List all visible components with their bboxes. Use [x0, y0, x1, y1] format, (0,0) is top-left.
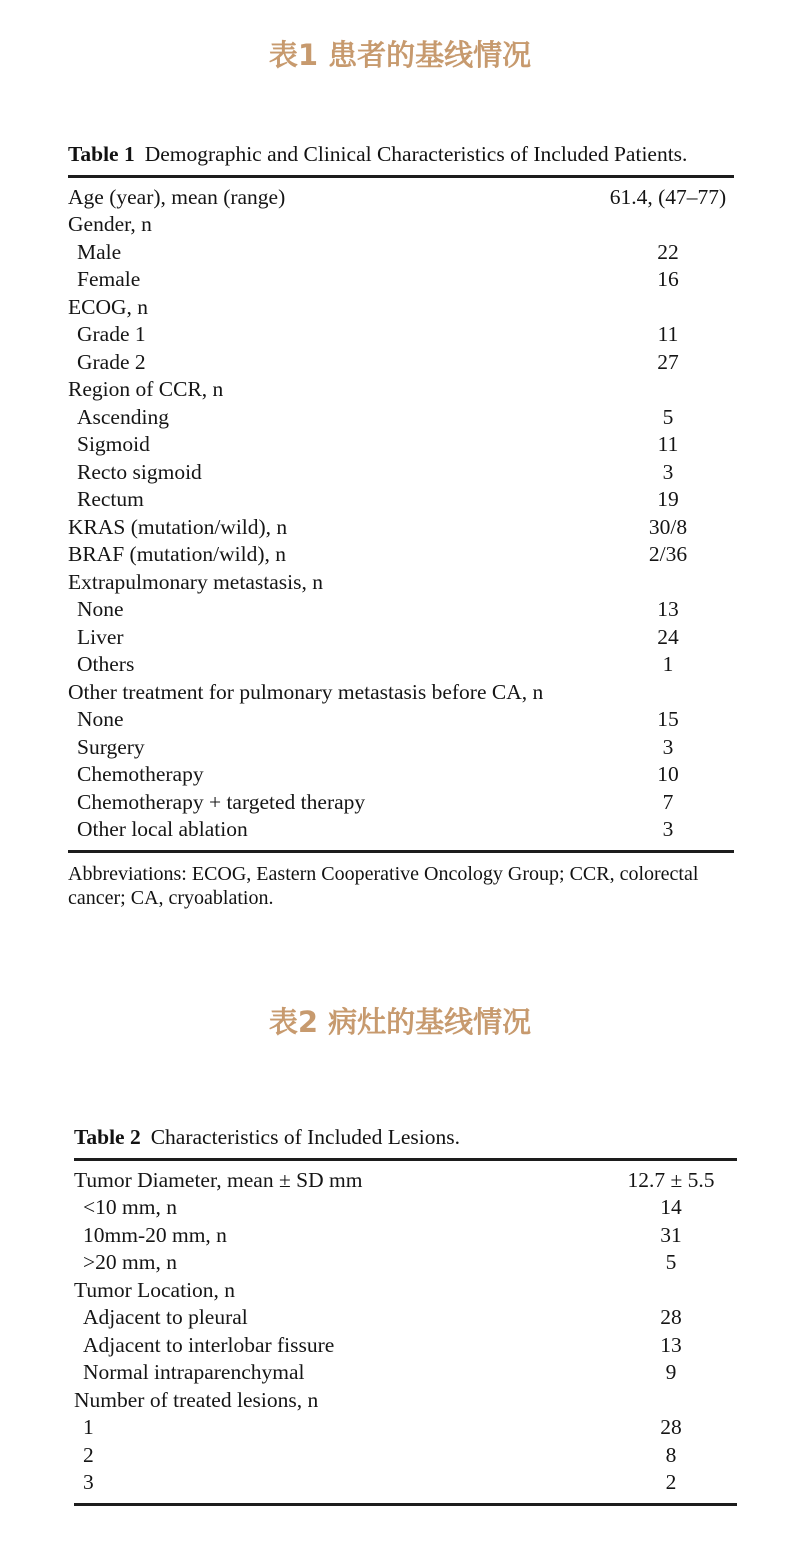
table1-caption-text: Demographic and Clinical Characteristics of Included Patients.: [144, 142, 688, 166]
table-row: [74, 1332, 737, 1360]
row-label: Gender, n: [68, 212, 152, 236]
table2-caption: [74, 1124, 737, 1152]
table-row: [68, 404, 734, 432]
row-label: Other local ablation: [77, 817, 248, 841]
row-label: Liver: [77, 624, 124, 649]
table2-rows: [74, 1161, 737, 1503]
table-row: [74, 1359, 737, 1387]
row-label: ECOG, n: [68, 294, 149, 319]
row-value: 13: [657, 597, 679, 621]
row-value: 5: [665, 1250, 677, 1274]
table1-caption-number: Table 1: [68, 142, 135, 166]
table-row: [68, 239, 734, 267]
row-label: None: [77, 597, 124, 621]
row-value: 15: [657, 707, 679, 731]
row-value: 3: [662, 817, 674, 841]
row-label: Ascending: [77, 404, 169, 429]
table-row: [68, 816, 734, 844]
row-label: Chemotherapy + targeted therapy: [77, 789, 366, 814]
table-row: [68, 349, 734, 377]
row-value: 9: [665, 1360, 677, 1384]
table-row: [74, 1304, 737, 1332]
row-label: Male: [77, 239, 122, 264]
table2-bottom-rule: [74, 1503, 737, 1506]
row-value: 11: [657, 322, 679, 346]
row-label: Tumor Location, n: [74, 1277, 236, 1302]
row-label: Region of CCR, n: [68, 377, 224, 401]
row-value: 7: [662, 789, 674, 814]
row-value: 10: [657, 762, 679, 786]
table-row: [68, 569, 734, 597]
row-label: Sigmoid: [77, 432, 150, 456]
row-value: 3: [662, 734, 674, 759]
table1-bottom-rule: [68, 850, 734, 853]
row-label: Other treatment for pulmonary metastasis before CA, n: [68, 679, 544, 704]
row-label: Recto sigmoid: [77, 459, 202, 484]
row-label: Grade 2: [77, 349, 146, 374]
table-row: [68, 266, 734, 294]
table2-chinese-heading: 表2 病灶的基线情况: [268, 1005, 532, 1039]
table-row: [68, 651, 734, 679]
row-value: 5: [662, 404, 674, 429]
row-label: Number of treated lesions, n: [74, 1387, 319, 1412]
table-row: [74, 1387, 737, 1415]
row-label: Normal intraparenchymal: [83, 1360, 305, 1384]
row-label: >20 mm, n: [83, 1250, 177, 1274]
table-row: [68, 624, 734, 652]
table-row: [68, 706, 734, 734]
row-label: Age (year), mean (range): [68, 184, 286, 209]
table-row: [74, 1469, 737, 1497]
table-row: [68, 541, 734, 569]
table-row: [68, 679, 734, 707]
row-label: 2: [83, 1442, 94, 1467]
table-row: [68, 514, 734, 542]
table-row: [74, 1442, 737, 1470]
table-row: [68, 321, 734, 349]
row-label: Adjacent to interlobar fissure: [83, 1332, 335, 1357]
row-label: 3: [83, 1470, 94, 1494]
table-row: [68, 761, 734, 789]
row-label: KRAS (mutation/wild), n: [68, 514, 288, 539]
row-label: Female: [77, 267, 141, 291]
table-row: [68, 294, 734, 322]
row-value: 28: [660, 1305, 682, 1329]
row-label: Adjacent to pleural: [83, 1305, 248, 1329]
table-row: [74, 1277, 737, 1305]
row-value: 8: [665, 1442, 677, 1467]
row-value: 1: [662, 652, 674, 676]
row-value: 22: [657, 239, 679, 264]
table-row: [68, 459, 734, 487]
table-row: [74, 1167, 737, 1195]
table-row: [68, 789, 734, 817]
row-value: 24: [657, 624, 679, 649]
table1: [68, 141, 734, 911]
row-value: 12.7 ± 5.5: [627, 1167, 715, 1192]
table-row: [68, 376, 734, 404]
row-value: 13: [660, 1332, 682, 1357]
row-label: Rectum: [77, 487, 144, 511]
row-label: BRAF (mutation/wild), n: [68, 542, 286, 566]
table1-footnote: Abbreviations: ECOG, Eastern Cooperative Oncology Group; CCR, colorectal cancer; CA, cryoablation.: [68, 862, 699, 909]
row-value: 2: [665, 1470, 677, 1494]
table2: [74, 1124, 737, 1506]
row-label: Others: [77, 652, 135, 676]
row-value: 27: [657, 349, 679, 374]
table1-caption: [68, 141, 734, 169]
row-value: 16: [657, 267, 679, 291]
table1-chinese-heading: 表1 患者的基线情况: [268, 38, 532, 72]
row-label: <10 mm, n: [83, 1195, 177, 1219]
row-value: 61.4, (47–77): [609, 184, 727, 209]
row-label: 10mm-20 mm, n: [83, 1222, 227, 1247]
table2-caption-number: Table 2: [74, 1125, 141, 1149]
row-label: Tumor Diameter, mean ± SD mm: [74, 1167, 363, 1192]
row-value: 3: [662, 459, 674, 484]
table-row: [68, 734, 734, 762]
row-label: 1: [83, 1415, 94, 1439]
row-value: 19: [657, 487, 679, 511]
row-value: 14: [660, 1195, 682, 1219]
table-row: [74, 1249, 737, 1277]
row-value: 2/36: [648, 542, 688, 566]
table-row: [74, 1222, 737, 1250]
row-label: Chemotherapy: [77, 762, 204, 786]
row-value: 31: [660, 1222, 682, 1247]
table-row: [68, 211, 734, 239]
row-label: Extrapulmonary metastasis, n: [68, 569, 323, 594]
table-row: [74, 1414, 737, 1442]
table-row: [74, 1194, 737, 1222]
row-value: 11: [657, 432, 679, 456]
row-label: None: [77, 707, 124, 731]
table1-rows: [68, 178, 734, 850]
row-value: 28: [660, 1415, 682, 1439]
table-row: [68, 431, 734, 459]
table2-caption-text: Characteristics of Included Lesions.: [150, 1125, 460, 1149]
table-row: [68, 184, 734, 212]
table-row: [68, 596, 734, 624]
table-row: [68, 486, 734, 514]
row-value: 30/8: [648, 514, 688, 539]
row-label: Grade 1: [77, 322, 146, 346]
row-label: Surgery: [77, 734, 145, 759]
